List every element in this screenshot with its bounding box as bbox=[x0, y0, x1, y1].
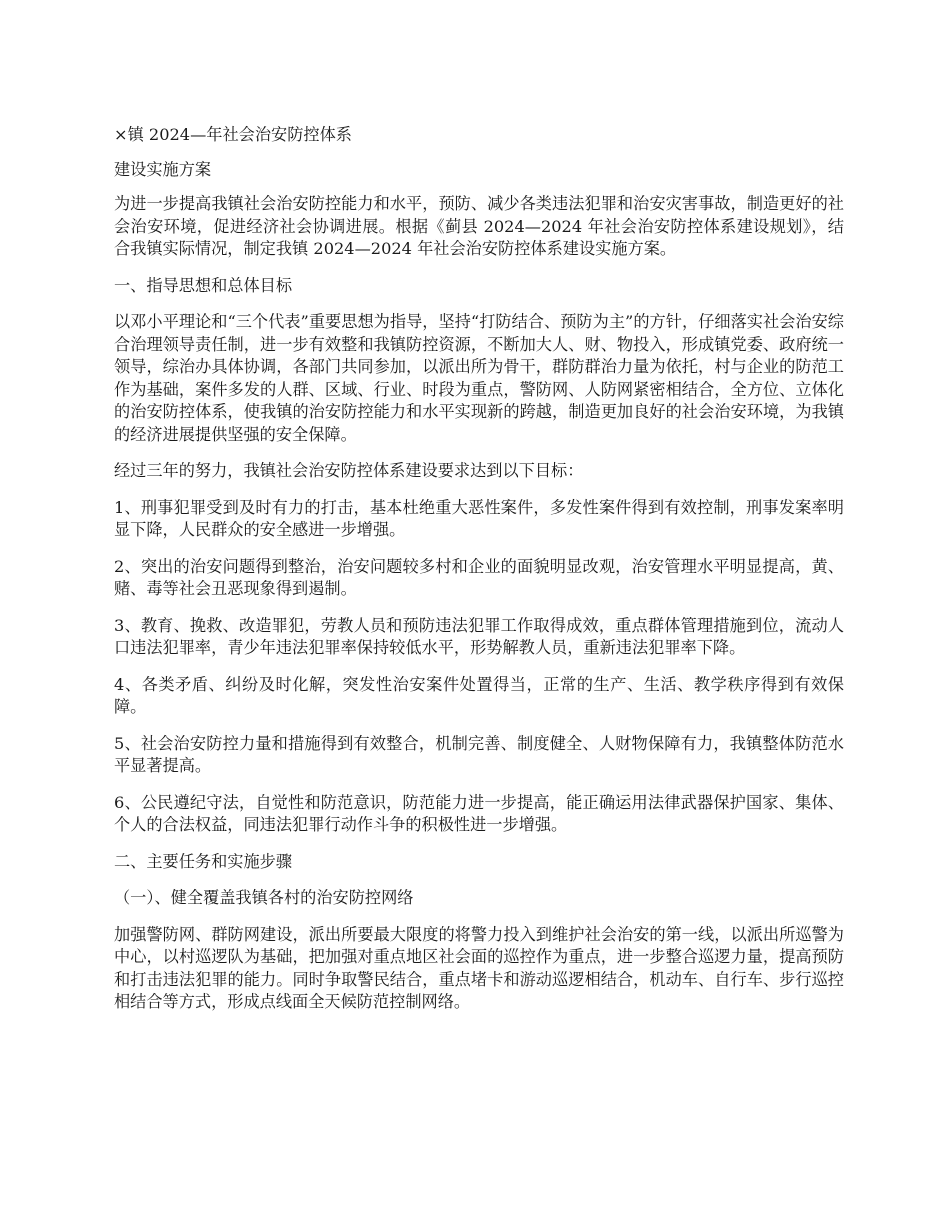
intro-paragraph: 为进一步提高我镇社会治安防控能力和水平，预防、减少各类违法犯罪和治安灾害事故，制造更好的社会治安环境，促进经济社会协调进展。根据《蓟县 2024—2024 年社会治安防控体系建设规划》，结合我镇实际情况，制定我镇 2024—2024 年社会治安防控体系建设实施方案。 bbox=[114, 194, 844, 258]
document-title-line-2: 建设实施方案 bbox=[114, 159, 212, 179]
subsection-1-paragraph: 加强警防网、群防网建设，派出所要最大限度的将警力投入到维护社会治安的第一线，以派出所巡警为中心，以村巡逻队为基础，把加强对重点地区社会面的巡控作为重点，进一步整合巡逻力量，提高预防和打击违法犯罪的能力。同时争取警民结合，重点堵卡和游动巡逻相结合，机动车、自行车、步行巡控相结合等方式，形成点线面全天候防范控制网络。 bbox=[114, 924, 844, 1011]
section-1-heading: 一、指导思想和总体目标 bbox=[114, 275, 293, 295]
document-body bbox=[114, 124, 844, 1028]
goal-item-4: 4、各类矛盾、纠纷及时化解，突发性治安案件处置得当，正常的生产、生活、教学秩序得到有效保障。 bbox=[114, 674, 844, 716]
subsection-1-heading: （一）、健全覆盖我镇各村的治安防控网络 bbox=[114, 888, 414, 907]
section-1-paragraph: 以邓小平理论和“三个代表”重要思想为指导，坚持“打防结合、预防为主”的方针，仔细落实社会治安综合治理领导责任制，进一步有效整和我镇防控资源，不断加大人、财、物投入，形成镇党委、政府统一领导，综治办具体协调，各部门共同参加，以派出所为骨干，群防群治力量为依托，村与企业的防范工作为基础，案件多发的人群、区域、行业、时段为重点，警防网、人防网紧密相结合，全方位、立体化的治安防控体系，使我镇的治安防控能力和水平实现新的跨越，制造更加良好的社会治安环境，为我镇的经济进展提供坚强的安全保障。 bbox=[114, 312, 844, 444]
goal-item-6: 6、公民遵纪守法，自觉性和防范意识，防范能力进一步提高，能正确运用法律武器保护国家、集体、个人的合法权益，同违法犯罪行动作斗争的积极性进一步增强。 bbox=[114, 792, 844, 834]
goals-intro: 经过三年的努力，我镇社会治安防控体系建设要求达到以下目标： bbox=[114, 461, 584, 480]
goal-item-2: 2、突出的治安问题得到整治，治安问题较多村和企业的面貌明显改观，治安管理水平明显提高，黄、赌、毒等社会丑恶现象得到遏制。 bbox=[114, 556, 844, 598]
goal-item-5: 5、社会治安防控力量和措施得到有效整合，机制完善、制度健全、人财物保障有力，我镇整体防范水平显著提高。 bbox=[114, 733, 844, 775]
section-2-heading: 二、主要任务和实施步骤 bbox=[114, 851, 293, 871]
document-title-line-1: ×镇 2024—年社会治安防控体系 bbox=[114, 125, 352, 144]
goal-item-3: 3、教育、挽救、改造罪犯，劳教人员和预防违法犯罪工作取得成效，重点群体管理措施到位，流动人口违法犯罪率，青少年违法犯罪率保持较低水平，形势解教人员，重新违法犯罪率下降。 bbox=[114, 615, 844, 657]
goal-item-1: 1、刑事犯罪受到及时有力的打击，基本杜绝重大恶性案件，多发性案件得到有效控制，刑事发案率明显下降，人民群众的安全感进一步增强。 bbox=[114, 497, 844, 539]
